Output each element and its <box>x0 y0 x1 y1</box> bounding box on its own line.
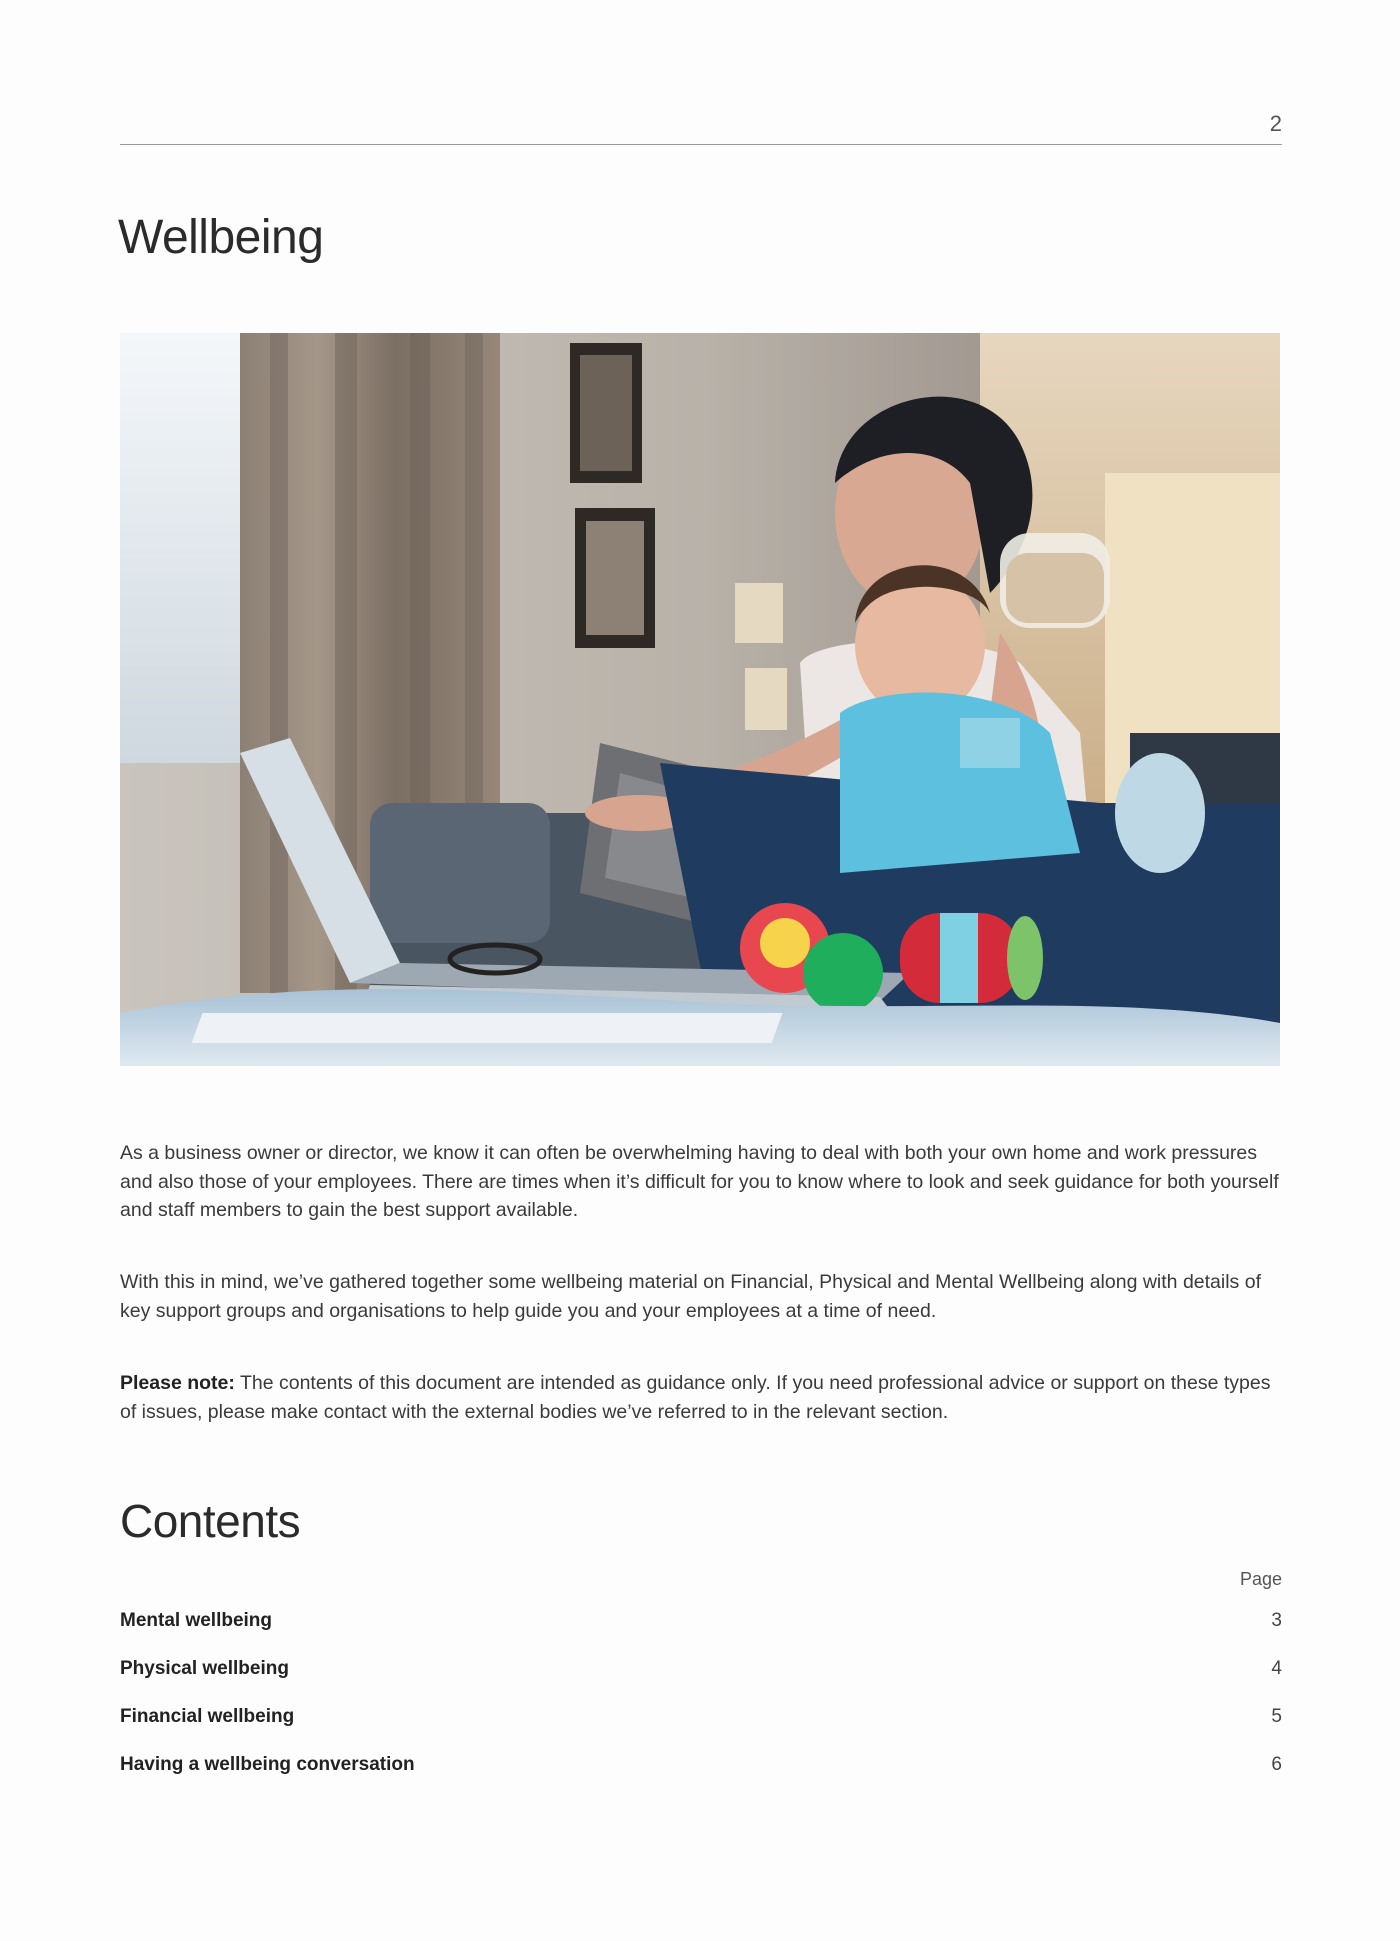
toc-page-number: 5 <box>1271 1706 1282 1727</box>
table-of-contents <box>120 1567 1282 1789</box>
page-number: 2 <box>1269 111 1282 136</box>
page-title: Wellbeing <box>118 211 324 264</box>
note-paragraph <box>120 1369 1280 1426</box>
note-label: Please note: <box>120 1372 235 1394</box>
toc-row-wellbeing-conversation[interactable] <box>120 1741 1282 1789</box>
toc-page-number: 6 <box>1271 1754 1282 1775</box>
toc-row-mental-wellbeing[interactable] <box>120 1597 1282 1645</box>
intro-paragraph-2: With this in mind, we’ve gathered together some wellbeing material on Financial, Physical and Mental Wellbeing along with details of key support groups and organisations to help guide you and your employees at a time of need. <box>120 1271 1261 1322</box>
header-divider <box>120 144 1282 145</box>
contents-title: Contents <box>120 1495 301 1547</box>
hero-photo <box>120 333 1280 1066</box>
toc-label: Having a wellbeing conversation <box>120 1754 415 1775</box>
toc-page-number: 3 <box>1271 1610 1282 1631</box>
intro-paragraph: As a business owner or director, we know it can often be overwhelming having to deal with both your own home and work pressures and also those of your employees. There are times when it’s difficult for you to know where to look and seek guidance for both yourself and staff members to gain the best support available. <box>120 1142 1279 1221</box>
toc-page-number: 4 <box>1271 1658 1282 1679</box>
toc-row-physical-wellbeing[interactable] <box>120 1645 1282 1693</box>
toc-label: Physical wellbeing <box>120 1658 289 1679</box>
toc-label: Mental wellbeing <box>120 1610 273 1631</box>
note-text: The contents of this document are intended as guidance only. If you need professional advice or support on these types of issues, please make contact with the external bodies we’ve referred to in the relevant section. <box>120 1372 1271 1423</box>
toc-row-financial-wellbeing[interactable] <box>120 1693 1282 1741</box>
toc-label: Financial wellbeing <box>120 1706 295 1727</box>
toc-page-header: Page <box>1239 1569 1282 1589</box>
